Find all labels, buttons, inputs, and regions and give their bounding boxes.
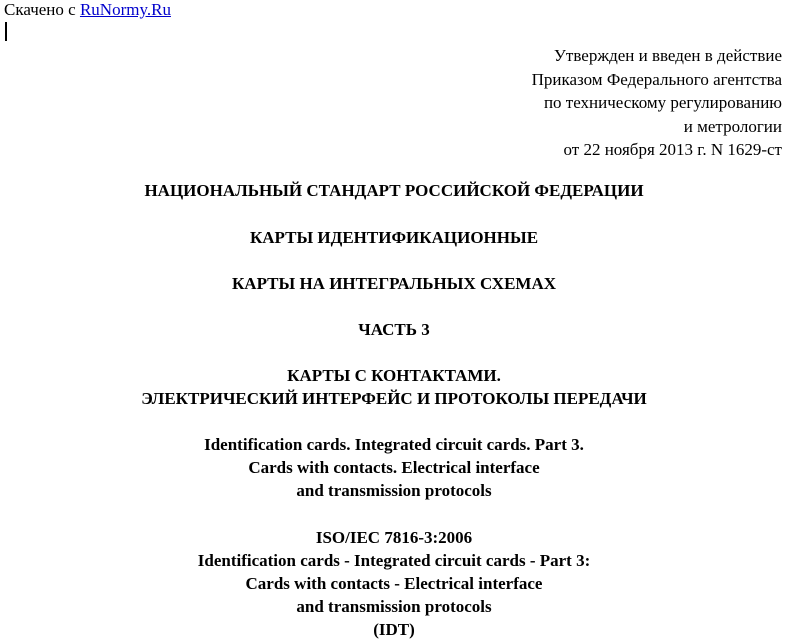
approval-line: и метрологии [683, 116, 782, 136]
source-prefix: Скачено с [4, 0, 76, 19]
iso-title-line: Cards with contacts - Electrical interface [245, 574, 543, 593]
english-title-line: Cards with contacts. Electrical interface [248, 458, 540, 477]
standard-heading [0, 179, 788, 202]
title-2-text: КАРТЫ НА ИНТЕГРАЛЬНЫХ СХЕМАХ [231, 274, 557, 293]
approval-line: Приказом Федерального агентства [531, 69, 782, 89]
english-title-line: Identification cards. Integrated circuit cards. Part 3. [204, 435, 584, 454]
text-cursor [5, 22, 7, 41]
approval-line: от 22 ноября 2013 г. N 1629-ст [563, 140, 782, 159]
title-1-text: КАРТЫ ИДЕНТИФИКАЦИОННЫЕ [249, 228, 539, 247]
english-title-block [0, 433, 788, 502]
approval-line: по техническому регулированию [543, 93, 782, 112]
part-text: ЧАСТЬ 3 [358, 320, 430, 339]
subtitle-line: КАРТЫ С КОНТАКТАМИ. [287, 366, 501, 385]
approval-block [532, 44, 782, 162]
equivalence-marker: (IDT) [373, 620, 415, 639]
approval-line: Утвержден и введен в действие [553, 46, 782, 65]
source-line [4, 0, 171, 20]
iso-designation: ISO/IEC 7816-3:2006 [315, 528, 473, 547]
subtitle-line: ЭЛЕКТРИЧЕСКИЙ ИНТЕРФЕЙС И ПРОТОКОЛЫ ПЕРЕДАЧИ [141, 389, 647, 408]
title-integrated-circuit-cards [0, 272, 788, 295]
english-title-line: and transmission protocols [296, 481, 492, 500]
standard-heading-text: НАЦИОНАЛЬНЫЙ СТАНДАРТ РОССИЙСКОЙ ФЕДЕРАЦИИ [144, 181, 644, 200]
subtitle-block [0, 364, 788, 410]
part-number [0, 318, 788, 341]
iso-block [0, 526, 788, 641]
iso-title-line: Identification cards - Integrated circuit cards - Part 3: [197, 551, 591, 570]
title-identification-cards [0, 226, 788, 249]
source-link[interactable]: RuNormy.Ru [79, 0, 171, 19]
iso-title-line: and transmission protocols [296, 597, 492, 616]
